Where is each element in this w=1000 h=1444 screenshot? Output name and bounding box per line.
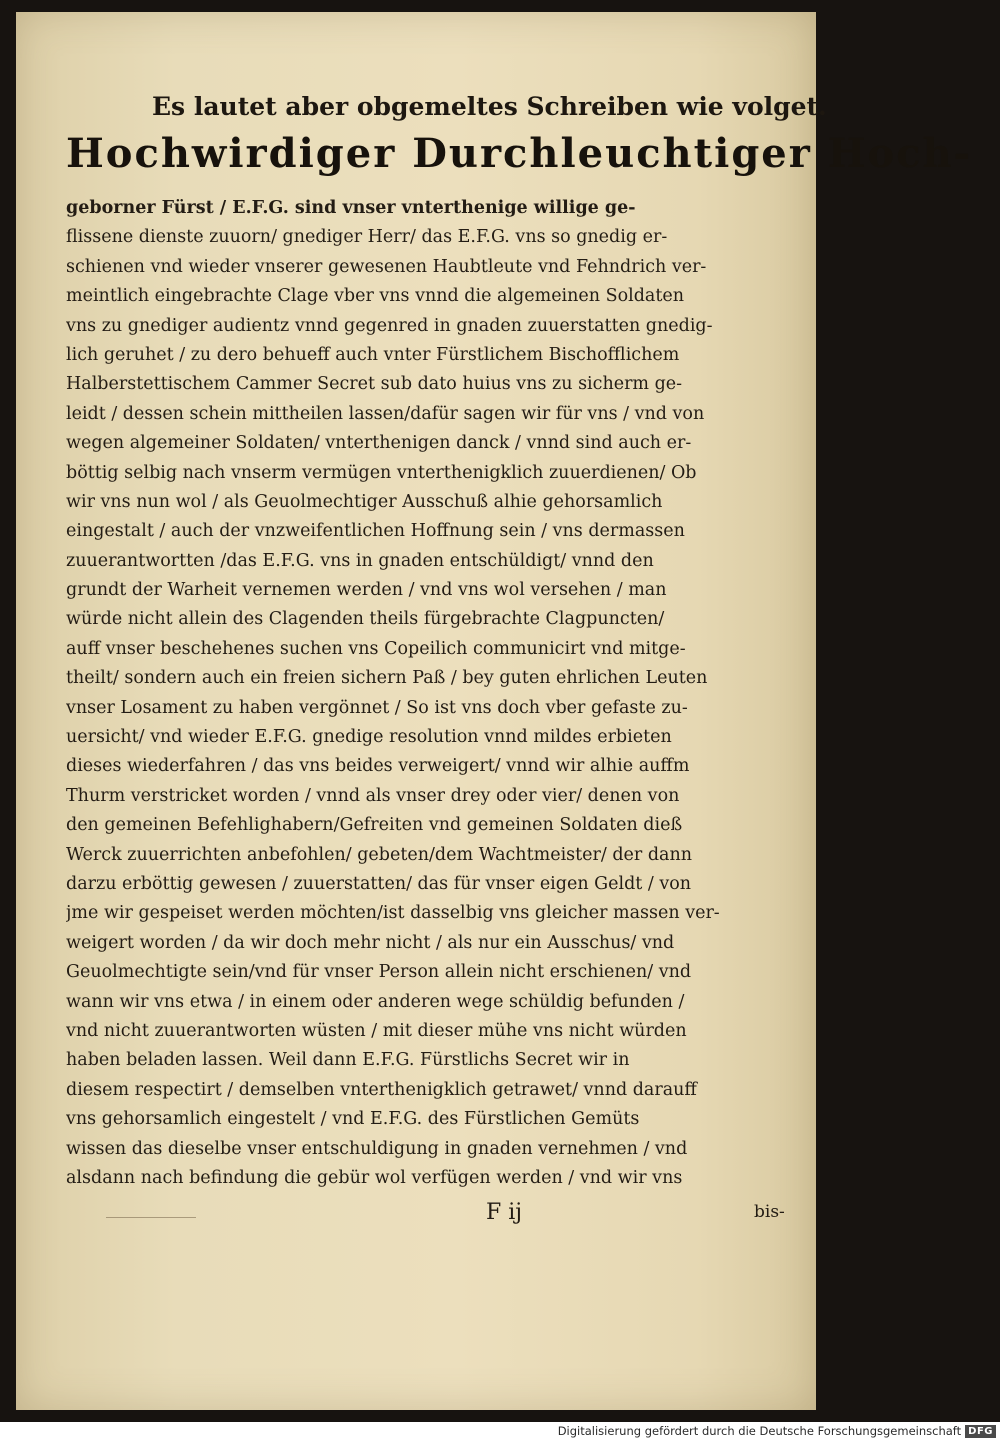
text-line: haben beladen lassen. Weil dann E.F.G. Fürstlichs Secret wir in — [66, 1050, 630, 1071]
catchword: bis- — [754, 1202, 785, 1222]
text-line: wann wir vns etwa / in einem oder anderen wege schüldig befunden / — [66, 991, 685, 1012]
text-line: flissene dienste zuuorn/ gnediger Herr/ das E.F.G. vns so gnedig er- — [66, 227, 668, 248]
footer-text: Digitalisierung gefördert durch die Deutsche Forschungsgemeinschaft — [557, 1424, 962, 1438]
text-line: würde nicht allein des Clagenden theils fürgebrachte Clagpuncten/ — [66, 609, 665, 630]
footer-rule — [106, 1217, 196, 1218]
text-line: grundt der Warheit vernemen werden / vnd vns wol versehen / man — [66, 580, 667, 601]
text-line: geborner Fürst / E.F.G. sind vnser vnterthenige willige ge- — [66, 198, 636, 218]
text-line: auff vnser beschehenes suchen vns Copeilich communicirt vnd mitge- — [66, 638, 686, 659]
text-line: wegen algemeiner Soldaten/ vnterthenigen danck / vnnd sind auch er- — [66, 433, 692, 454]
text-line: vnd nicht zuuerantworten wüsten / mit dieser mühe vns nicht würden — [66, 1020, 687, 1041]
text-line: leidt / dessen schein mittheilen lassen/dafür sagen wir für vns / vnd von — [66, 403, 705, 424]
text-line: alsdann nach befindung die gebür wol verfügen werden / vnd wir vns — [66, 1167, 683, 1188]
body-text — [66, 194, 811, 1193]
text-line: eingestalt / auch der vnzweifentlichen Hoffnung sein / vns dermassen — [66, 521, 685, 542]
text-line: den gemeinen Befehlighabern/Gefreiten vnd gemeinen Soldaten dieß — [66, 815, 683, 836]
text-line: Werck zuuerrichten anbefohlen/ gebeten/dem Wachtmeister/ der dann — [66, 844, 693, 865]
text-line: vns gehorsamlich eingestelt / vnd E.F.G. des Fürstlichen Gemüts — [66, 1109, 640, 1130]
page-header: Es lautet aber obgemeltes Schreiben wie volget. — [152, 92, 827, 121]
text-line: Geuolmechtigte sein/vnd für vnser Person allein nicht erschienen/ vnd — [66, 962, 692, 983]
text-line: jme wir gespeiset werden möchten/ist dasselbig vns gleicher massen ver- — [66, 903, 720, 924]
text-line: diesem respectirt / demselben vnterthenigklich getrawet/ vnnd darauff — [66, 1079, 697, 1100]
text-line: vns zu gnediger audientz vnnd gegenred in gnaden zuuerstatten gnedig- — [66, 315, 713, 336]
footer-credit — [558, 1422, 996, 1440]
text-line: uersicht/ vnd wieder E.F.G. gnedige resolution vnnd mildes erbieten — [66, 727, 672, 748]
text-line: dieses wiederfahren / das vns beides verweigert/ vnnd wir alhie auffm — [66, 756, 690, 777]
text-line: Thurm verstricket worden / vnnd als vnser drey oder vier/ denen von — [66, 785, 680, 806]
text-line: weigert worden / da wir doch mehr nicht / als nur ein Ausschus/ vnd — [66, 932, 675, 953]
text-line: schienen vnd wieder vnserer gewesenen Haubtleute vnd Fehndrich ver- — [66, 256, 707, 277]
text-line: böttig selbig nach vnserm vermügen vnterthenigklich zuuerdienen/ Ob — [66, 462, 697, 483]
text-line: meintlich eingebrachte Clage vber vns vnnd die algemeinen Soldaten — [66, 286, 685, 307]
text-line: lich geruhet / zu dero behueff auch vnter Fürstlichem Bischofflichem — [66, 344, 680, 365]
text-line: vnser Losament zu haben vergönnet / So ist vns doch vber gefaste zu- — [66, 697, 688, 718]
document-page — [16, 12, 973, 1410]
dfg-logo-icon: DFG — [965, 1425, 996, 1438]
text-line: theilt/ sondern auch ein freien sichern Paß / bey guten ehrlichen Leuten — [66, 668, 708, 689]
signature-mark: F ij — [486, 1200, 523, 1225]
text-line: darzu erböttig gewesen / zuuerstatten/ das für vnser eigen Geldt / von — [66, 873, 692, 894]
text-line: zuuerantwortten /das E.F.G. vns in gnaden entschüldigt/ vnnd den — [66, 550, 654, 571]
text-line: wir vns nun wol / als Geuolmechtiger Ausschuß alhie gehorsamlich — [66, 491, 663, 512]
text-line: wissen das dieselbe vnser entschuldigung in gnaden vernehmen / vnd — [66, 1138, 688, 1159]
opening-line: Hochwirdiger Durchleuchtiger Hoch- — [66, 130, 973, 177]
text-line: Halberstettischem Cammer Secret sub dato huius vns zu sicherm ge- — [66, 374, 683, 395]
